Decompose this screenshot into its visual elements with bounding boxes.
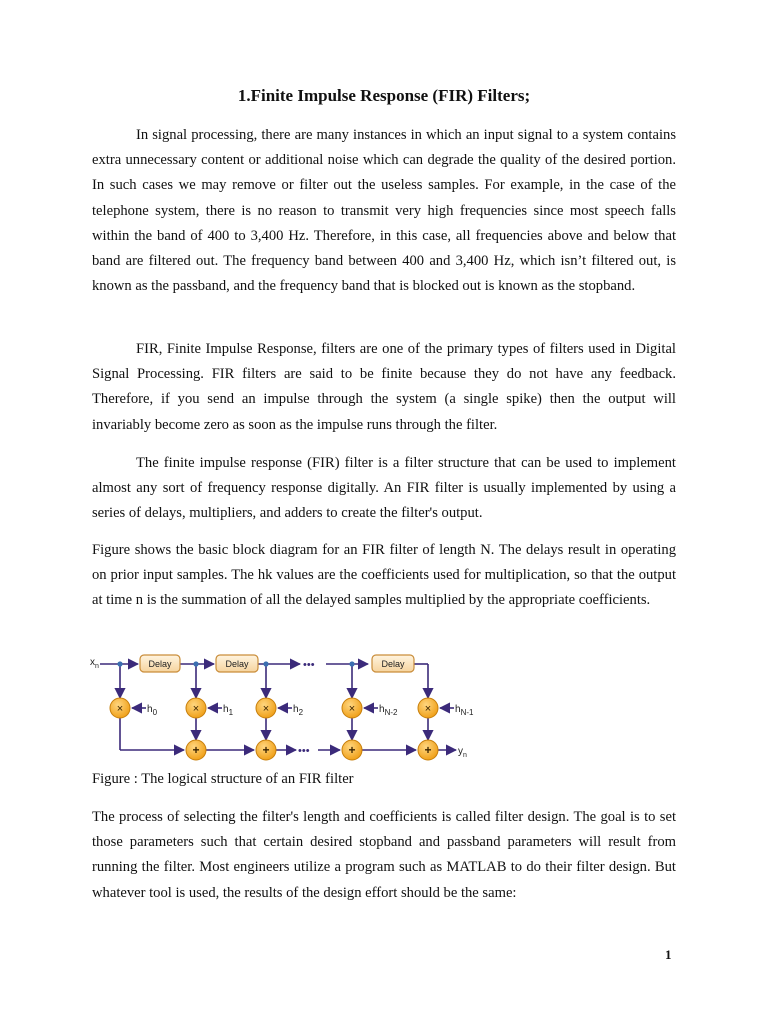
ellipsis-bottom: ••• [298, 745, 310, 757]
paragraph-fir-definition: FIR, Finite Impulse Response, filters are one of the primary types of filters used in Digital Signal Processing. FIR filters are said to be finite because they do not have any feedback. Therefore, if you send an impulse through the system (a single spike) then the output will invariably become zero as soon as the impulse runs through the filter. [92, 341, 676, 433]
add-icon: + [262, 743, 270, 757]
paragraph-fir-structure: The finite impulse response (FIR) filter is a filter structure that can be used to implement almost any sort of frequency response digitally. An FIR filter is usually implemented by using a series of delays, multipliers, and adders to create the filter's output. [92, 455, 676, 522]
multiply-icon: × [348, 703, 356, 715]
page-title: 1.Finite Impulse Response (FIR) Filters; [237, 86, 531, 105]
multiply-icon: × [424, 703, 432, 715]
junction-dot [193, 661, 198, 666]
output-label: $y_n$ [458, 746, 467, 759]
paragraph-filter-design: The process of selecting the filter's length and coefficients is called filter design. The goal is to set those parameters such that certain desired stopband and passband parameters will result from running the filter. Most engineers utilize a program such as MATLAB to do their filter design. But whatever tool is used, the results of the design effort should be the same: [92, 809, 676, 901]
paragraph-intro: In signal processing, there are many instances in which an input signal to a system contains extra unnecessary content or additional noise which can degrade the quality of the desired portion. In such cases we may remove or filter out the useless samples. For example, in the case of the telephone system, there is no reason to transmit very high frequencies since most speech falls within the band of 400 to 3,400 Hz. Therefore, in this case, all frequencies above and below that band are filtered out. The frequency band between 400 and 3,400 Hz, which isn’t filtered out, is known as the passband, and the frequency band that is blocked out is known as the stopband. [92, 127, 676, 295]
input-label: $x_n$ [90, 657, 99, 670]
page-number: 1 [665, 947, 672, 962]
junction-dot [117, 661, 122, 666]
multiply-icon: × [116, 703, 124, 715]
ellipsis-top: ••• [303, 659, 315, 671]
delay-label-1: Delay [148, 659, 172, 669]
coefficient-label-n1: $h_{N-1}$ [455, 704, 474, 717]
delay-label-2: Delay [225, 659, 249, 669]
figure-caption: Figure : The logical structure of an FIR filter [92, 771, 354, 787]
coefficient-label-1: $h_1$ [223, 704, 234, 717]
add-icon: + [348, 743, 356, 757]
coefficient-label-0: $h_0$ [147, 704, 158, 717]
paragraph-figure-description: Figure shows the basic block diagram for an FIR filter of length N. The delays result in operating on prior input samples. The hk values are the coefficients used for multiplication, so that the output at time n is the summation of all the delayed samples multiplied by the appropriate coefficients. [92, 542, 676, 609]
coefficient-label-2: $h_2$ [293, 704, 304, 717]
junction-dot [349, 661, 354, 666]
junction-dot [263, 661, 268, 666]
coefficient-label-n2: $h_{N-2}$ [379, 704, 398, 717]
multiply-icon: × [192, 703, 200, 715]
multiply-icon: × [262, 703, 270, 715]
delay-label-3: Delay [381, 659, 405, 669]
add-icon: + [192, 743, 200, 757]
add-icon: + [424, 743, 432, 757]
